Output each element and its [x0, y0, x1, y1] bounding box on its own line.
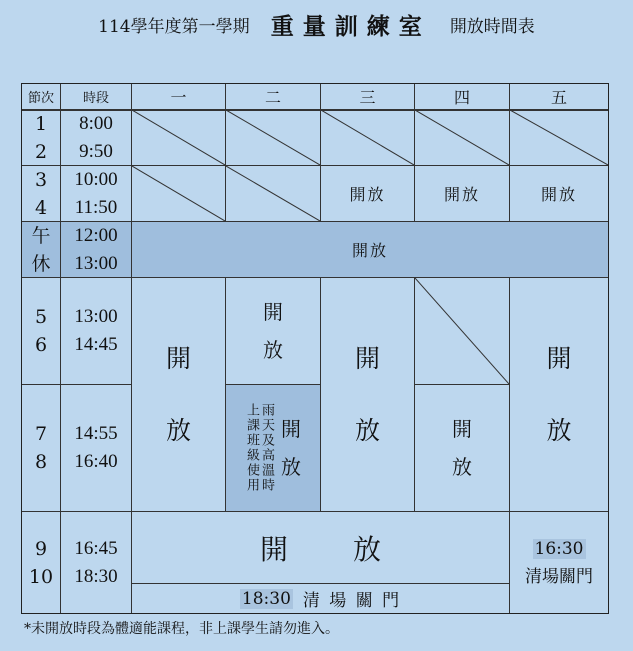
header-rule [22, 110, 608, 111]
period-5-6: 5 6 [22, 278, 61, 385]
footnote: *未開放時段為體適能課程，非上課學生請勿進入。 [24, 621, 339, 637]
period-noon: 午 休 [22, 222, 61, 278]
open-cell-wed-pm: 開 放 [321, 278, 415, 512]
time-r5: 16:45 18:30 [61, 512, 132, 613]
rain-note-line2: 上課班級使用 [244, 403, 259, 493]
title-suffix: 開放時間表 [449, 17, 535, 37]
open-cell-fri-pm: 開 放 [510, 278, 608, 512]
page-title [0, 8, 633, 41]
open-cell-wed-r2: 開放 [321, 166, 415, 222]
closed-cell [226, 166, 321, 222]
schedule-table [21, 83, 609, 614]
header-wed: 三 [321, 84, 415, 110]
closing-time: 18:30 [241, 588, 291, 609]
closed-cell [510, 110, 608, 166]
header-thu: 四 [415, 84, 510, 110]
closed-cell [226, 110, 321, 166]
fri-closing-cell [510, 512, 608, 613]
title-main: 重量訓練室 [270, 13, 431, 40]
time-noon: 12:00 13:00 [61, 222, 132, 278]
period-7-8: 7 8 [22, 385, 61, 512]
open-cell-mon-pm: 開 放 [132, 278, 226, 512]
header-time: 時段 [61, 84, 132, 110]
open-cell-tue-r3: 開 放 [226, 278, 321, 385]
rain-note-line1: 雨天及高溫時 [259, 403, 274, 493]
open-cell-noon: 開放 [132, 222, 608, 278]
open-cell-thu-r2: 開放 [415, 166, 510, 222]
period-9-10: 9 10 [22, 512, 61, 613]
closed-cell [132, 110, 226, 166]
fri-closing-text: 清場關門 [525, 566, 593, 587]
period-1-2: 1 2 [22, 110, 61, 166]
time-r3: 13:00 14:45 [61, 278, 132, 385]
title-prefix: 114學年度第一學期 [98, 17, 250, 37]
closed-cell [321, 110, 415, 166]
header-tue: 二 [226, 84, 321, 110]
open-cell-evening: 開 放 [132, 512, 510, 584]
rain-note [245, 403, 273, 493]
open-cell-thu-r4: 開 放 [415, 385, 510, 512]
fri-closing-time: 16:30 [534, 538, 584, 559]
open-cell-fri-r2: 開放 [510, 166, 608, 222]
time-r1: 8:00 9:50 [61, 110, 132, 166]
header-fri: 五 [510, 84, 608, 110]
time-r4: 14:55 16:40 [61, 385, 132, 512]
period-3-4: 3 4 [22, 166, 61, 222]
header-mon: 一 [132, 84, 226, 110]
closed-cell [132, 166, 226, 222]
closing-notice [132, 584, 510, 613]
class-use-cell-tue-r4: 雨天及高溫時 上課班級使用 開 放 [226, 385, 321, 512]
closing-text: 清 場 關 門 [302, 591, 402, 611]
closed-cell [415, 278, 510, 385]
header-period: 節次 [22, 84, 61, 110]
closed-cell [415, 110, 510, 166]
time-r2: 10:00 11:50 [61, 166, 132, 222]
